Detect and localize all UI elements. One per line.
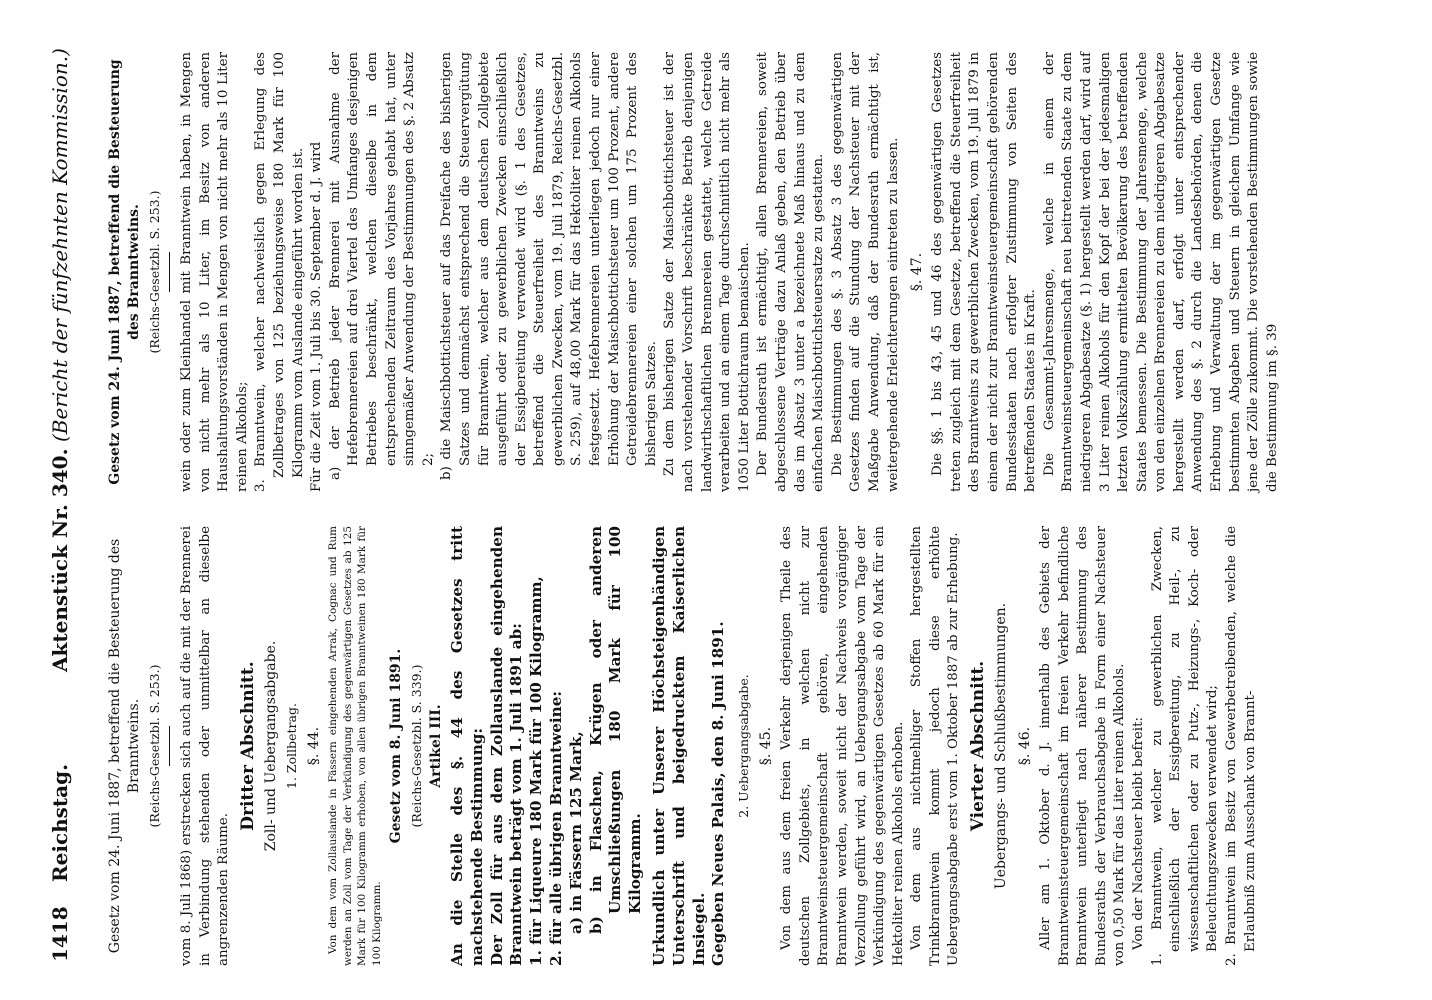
law-reference-1887: (Reichs-Gesetzbl. S. 253.) [147,664,162,828]
session-label: Reichstag. [48,763,72,882]
list-item: b) die Maischbottichsteuer auf das Dreifache des bisherigen Satzes und demnächst entsprechend die Steuervergütung für Branntwein, welcher aus dem deutschen Zollgebiete ausgeführt oder zu gewerblichen Zwecken einschließlich der Essigbereitung verwendet wird (§. 1 des Gesetzes, betreffend die Steuerfreiheit des Branntweins zu gewerblichen Zwecken, vom 19. Juli 1879, Reichs-Gesetzbl. S. 259), auf 48,00 Mark für das Hektoliter reinen Alkohols festgesetzt. Hefebrennereien unterliegen jedoch nur einer Erhöhung der Maischbottichsteuer um 100 Prozent, andere Getreidebrennereien einer solchen um 175 Prozent des bisherigen Satzes. [439,52,659,480]
paragraph: Von der Nachsteuer bleibt befreit: [1131,717,1147,950]
signing-clause: Urkundlich unter Unserer Höchsteigenhändigen Unterschrift und beigedrucktem Kaiserlichen Insiegel. [649,526,708,966]
paragraph: Für die Zeit vom 1. Juli bis 30. September d. J. wird [309,141,325,492]
left-column [104,526,1282,966]
paragraph: Aller am 1. Oktober d. J. innerhalb des Gebiets der Branntweinsteuergemeinschaft im freien Verkehr befindliche Branntwein unterliegt nach näherer Bestimmung des Bundesraths der Verbrauchsabgabe in Form einer Nachsteuer von 0,50 Mark für das Liter reinen Alkohols. [1038,526,1128,966]
divider [169,726,170,766]
paragraph: Die §§. 1 bis 43, 45 und 46 des gegenwärtigen Gesetzes treten zugleich mit dem Gesetze, betreffend die Steuerfreiheit des Branntweins zu gewerblichen Zwecken, vom 19. Juli 1879 in einem der nicht zur Branntweinsteuergemeinschaft gehörenden Bundesstaaten nach erfolgter Zustimmung von Seiten des betreffenden Staates in Kraft. [930,52,1039,492]
article-text: An die Stelle des §. 44 des Gesetzes tritt nachstehende Bestimmung: [447,526,486,966]
section-subheading: Uebergangs- und Schlußbestimmungen. [993,602,1010,890]
law-title-1887: Gesetz vom 24. Juni 1887, betreffend die Besteuerung des Branntweins. [107,538,142,954]
subsection-heading: 1. Zollbetrag. [283,703,299,789]
page-number: 1418 [48,906,72,962]
paragraph: Die Bestimmungen des §. 3 Absatz 3 des gegenwärtigen Gesetzes finden auf die Stundung der Nachsteuer mit der Maßgabe Anwendung, daß der Bundesrath ermächtigt ist, weitergehende Erleichterungen eintreten zu lassen. [829,52,901,492]
list-item: 3. Branntwein, welcher nachweislich gegen Erlegung des Zollbetrages von 125 beziehungsweise 180 Mark für 100 Kilogramm vom Auslande eingeführt worden ist. [253,52,306,492]
digitization-credit [1419,0,1432,1000]
document-label: Aktenstück Nr. 340. [48,448,72,672]
paragraph: Der Bundesrath ist ermächtigt, allen Brennereien, soweit abgeschlossene Verträge dazu Anlaß geben, den Betrieb über das im Absatz 3 unter a bezeichnete Maß hinaus und zu dem einfachen Maischbottichsteuersatze zu gestatten. [755,52,827,492]
law-title-1891: Gesetz vom 8. Juni 1891. [387,648,404,844]
paragraph-sign: §. 44. [305,726,322,766]
list-subitem: a) in Fässern 125 Mark, [566,731,585,934]
law-reference-1887-repeat: (Reichs-Gesetzbl. S. 253.) [147,190,162,354]
article-text: Der Zoll für aus dem Zollauslande eingehenden Branntwein beträgt vom 1. Juli 1891 ab: [487,526,526,966]
right-column [104,52,1282,492]
paragraph-sign: §. 47. [909,252,926,292]
report-label: (Bericht der fünfzehnten Kommission.) [48,48,72,442]
paragraph: Von dem aus dem freien Verkehr derjenigen Theile des deutschen Zollgebiets, in welchen nicht zur Branntweinsteuergemeinschaft gehören, eingehenden Branntwein werden, soweit nicht der Nachweis vorgängiger Verzollung geführt wird, an Uebergangsabgabe vom Tage der Verkündigung des gegenwärtigen Gesetzes ab 60 Mark für ein Hektoliter reinen Alkohols erhoben. [779,526,906,966]
section-subheading: Zoll- und Uebergangsabgabe. [262,640,279,852]
section-heading: Dritter Abschnitt. [237,661,258,831]
running-head [48,40,88,966]
list-subitem: b) in Flaschen, Krügen oder anderen Umschließungen 180 Mark für 100 Kilogramm. [586,526,645,934]
paragraph: vom 8. Juli 1868) erstrecken sich auch auf die mit der Brennerei in Verbindung stehenden oder unmittelbar an dieselbe angrenzenden Räume. [179,526,232,966]
list-item: a) der Betrieb jeder Brennerei mit Ausnahme der Hefebrennereien auf drei Viertel des Umfanges desjenigen Betriebes beschränkt, welchen dieselbe in dem entsprechenden Zeitraum des Vorjahres gehabt hat, unter sinngemäßer Anwendung der Bestimmungen des §. 2 Absatz 2; [327,52,436,480]
list-item: 2. für alle übrigen Branntweine: [546,691,565,966]
list-item: 2. Branntwein im Besitz von Gewerbetreibenden, welche die Erlaubniß zum Ausschank von Brannt- [1224,526,1258,966]
article-heading: Artikel III. [427,704,444,788]
paragraph: Von dem aus nichtmehliger Stoffen hergestellten Trinkbranntwein kommt jedoch diese erhöhte Uebergangsabgabe erst vom 1. Oktober 1887 ab zur Erhebung. [909,526,962,966]
paragraph: Die Gesammt-Jahresmenge, welche in einem der Branntweinsteuergemeinschaft neu beitretenden Staate zu dem niedrigeren Abgabesatze (§. 1) hergestellt werden darf, wird auf 3 Liter reinen Alkohols für den Kopf der bei der jedesmaligen letzten Volkszählung ermittelten Bevölkerung des betreffenden Staates bemessen. Die Bestimmung der Jahresmenge, welche von den einzelnen Brennereien zu dem niedrigeren Abgabesatze hergestellt werden darf, erfolgt unter entsprechender Anwendung des §. 2 durch die Landesbehörden, denen die Erhebung und Verwaltung der im gegenwärtigen Gesetze bestimmten Abgaben und Steuern in gleichem Umfange wie jene der Zölle zukommt. Die vorstehenden Bestimmungen sowie die Bestimmung im §. 39 [1041,52,1280,492]
list-item: 1. für Liqueure 180 Mark für 100 Kilogramm, [527,576,546,966]
law-reference-1891: (Reichs-Gesetzbl. S. 339.) [408,664,424,828]
given-clause: Gegeben Neues Palais, den 8. Juni 1891. [709,621,728,966]
text-columns [104,40,1282,966]
section-heading: Vierter Abschnitt. [968,660,989,832]
divider [169,252,170,292]
paragraph-sign: §. 46. [1017,726,1034,766]
paragraph: wein oder zum Kleinhandel mit Branntwein haben, in Mengen von nicht mehr als 10 Liter, im Besitz von anderen Haushaltungsvorständen in Mengen von nicht mehr als 10 Liter reinen Alkohols; [179,52,250,492]
law-title-1887-repeat: Gesetz vom 24. Juni 1887, betreffend die Besteuerung des Branntweins. [107,59,142,485]
list-item: 1. Branntwein, welcher zu gewerblichen Zwecken, einschließlich der Essigbereitung, zu Heil-, zu wissenschaftlichen oder zu Putz-, Heizungs-, Koch- oder Beleuchtungszwecken verwendet wird; [1149,526,1221,966]
paragraph-small: Von dem vom Zollauslande in Fässern eingehenden Arrak, Cognac und Rum werden an Zoll vom Tage der Verkündigung des gegenwärtigen Gesetzes ab 125 Mark für 100 Kilogramm erhoben, von allen übrigen Branntweinen 180 Mark für 100 Kilogramm. [326,526,384,966]
paragraph: Zu dem bisherigen Satze der Maischbottichsteuer ist der nach vorstehender Vorschrift beschränkte Betrieb denjenigen landwirthschaftlichen Brennereien gestattet, welche Getreide verarbeiten und an einem Tage durchschnittlich nicht mehr als 1050 Liter Bottichraum bemaischen. [662,52,752,492]
paragraph-sign: §. 45. [758,726,775,766]
subsection-heading: 2. Uebergangsabgabe. [736,674,752,818]
